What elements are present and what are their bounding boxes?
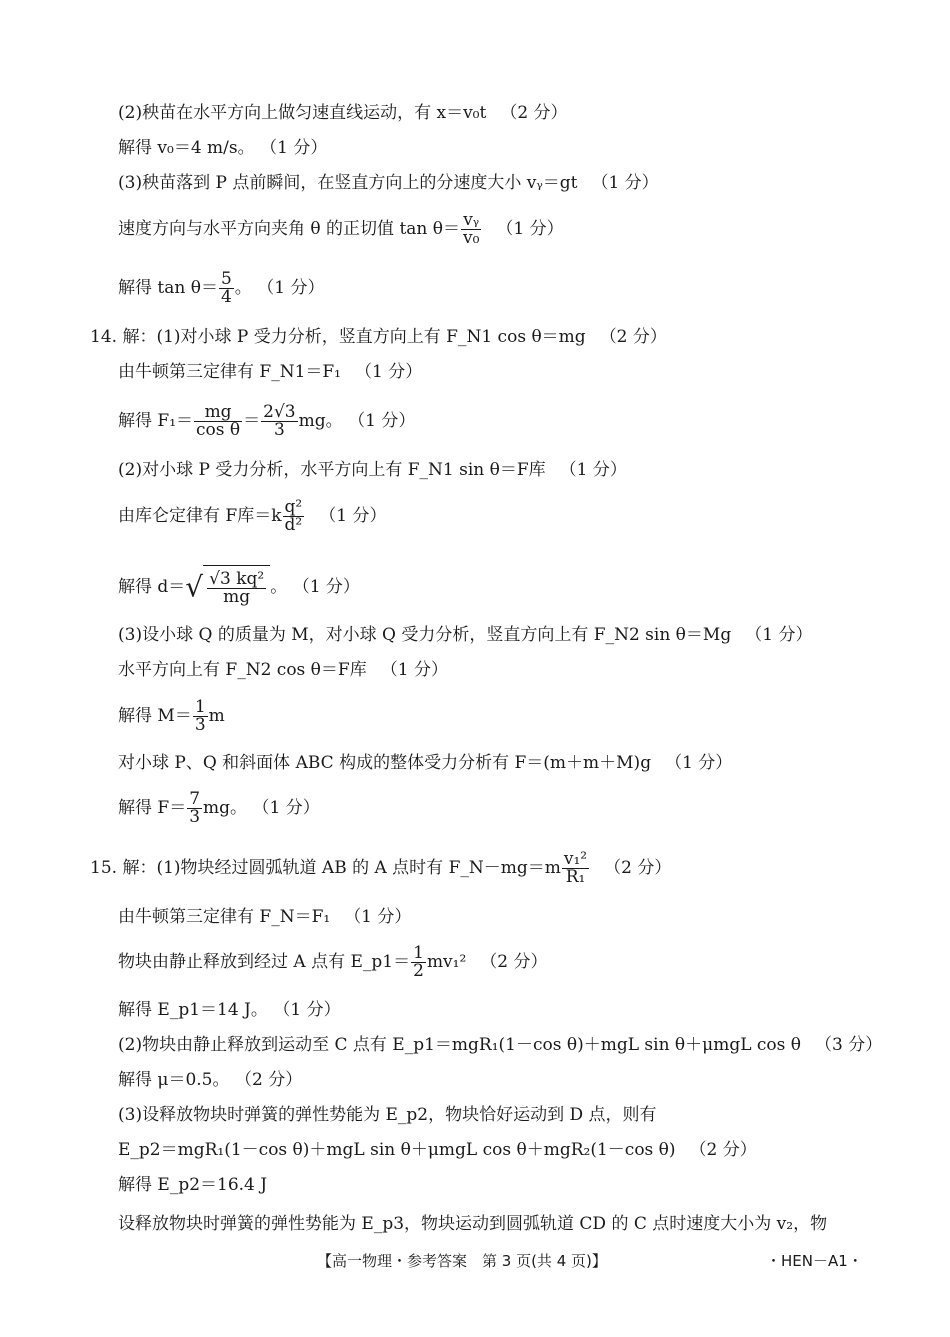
score: （2 分） — [689, 1140, 757, 1160]
q14-l9-suffix: m — [208, 706, 225, 726]
score: （1 分） — [380, 660, 448, 680]
q14-l3-mid: ＝ — [243, 411, 261, 431]
q15-line-8 — [118, 1139, 757, 1161]
score: （1 分） — [559, 460, 627, 480]
score: （2 分） — [604, 858, 672, 878]
q14-line-11 — [118, 788, 320, 828]
q13-line-2-solve — [118, 137, 327, 159]
score: （1 分） — [356, 411, 416, 431]
frac-num: v₁² — [563, 849, 588, 869]
score: （1 分） — [268, 138, 328, 158]
frac-num: mg — [194, 404, 242, 422]
q15-l3-prefix: 物块由静止释放到经过 A 点有 E_p1＝ — [118, 952, 411, 972]
score: （2 分） — [500, 103, 568, 123]
q14-l4-text: (2)对小球 P 受力分析，水平方向上有 F_N1 sin θ＝F库 — [118, 460, 546, 480]
q15-line-4 — [118, 999, 341, 1021]
frac-den: 4 — [220, 287, 232, 307]
frac-num: 1 — [194, 697, 206, 717]
q13-line-2s-text: 解得 v₀＝4 m/s。 — [118, 138, 255, 158]
fraction — [283, 499, 305, 534]
q14-l9-prefix: 解得 M＝ — [118, 706, 192, 726]
q15-line-7 — [118, 1104, 657, 1126]
score: （1 分） — [591, 173, 659, 193]
q14-l11-prefix: 解得 F＝ — [118, 798, 187, 818]
q13-line-3 — [118, 172, 659, 194]
score: （1 分） — [496, 219, 564, 239]
q15-line-2 — [118, 906, 411, 928]
fraction — [193, 699, 208, 734]
fraction — [411, 945, 426, 980]
score: （2 分） — [243, 1070, 303, 1090]
footer-right: ・HEN－A1・ — [766, 1252, 863, 1270]
q14-line-10 — [118, 752, 732, 774]
radicand — [203, 565, 270, 610]
q13-l3s-prefix: 解得 tan θ＝ — [118, 278, 218, 298]
q13-l3s-suffix: 。 — [234, 278, 252, 298]
q14-l2-text: 由牛顿第三定律有 F_N1＝F₁ — [118, 362, 342, 382]
sqrt-sign: √ — [185, 570, 204, 604]
q15-line-5 — [118, 1034, 882, 1056]
q13-l3b-prefix: 速度方向与水平方向夹角 θ 的正切值 tan θ＝ — [118, 219, 460, 239]
q14-line-7 — [118, 624, 812, 646]
q14-l1-text: 14. 解：(1)对小球 P 受力分析，竖直方向上有 F_N1 cos θ＝mg — [90, 327, 586, 347]
q14-l5-prefix: 由库仑定律有 F库＝k — [118, 506, 282, 526]
score: （1 分） — [281, 1000, 341, 1020]
q15-line-6 — [118, 1069, 302, 1091]
fraction — [219, 271, 234, 306]
q15-line-10 — [118, 1213, 827, 1235]
q14-l7-text: (3)设小球 Q 的质量为 M，对小球 Q 受力分析，竖直方向上有 F_N2 sin θ＝Mg — [118, 625, 732, 645]
q15-line-1 — [90, 848, 671, 888]
q15-l6-text: 解得 μ＝0.5。 — [118, 1070, 230, 1090]
frac-num: 7 — [189, 789, 201, 809]
score: （1 分） — [261, 798, 320, 818]
q13-line-3-solve — [118, 268, 325, 308]
q14-l10-text: 对小球 P、Q 和斜面体 ABC 构成的整体受力分析有 F＝(m＋m＋M)g — [118, 753, 652, 773]
score: （1 分） — [665, 753, 733, 773]
q13-line-3-text: (3)秧苗落到 P 点前瞬间，在竖直方向上的分速度大小 vᵧ＝gt — [118, 173, 578, 193]
frac-num: 2√3 — [263, 402, 296, 422]
fraction — [562, 851, 589, 886]
q14-line-9 — [118, 696, 225, 736]
frac-num: vᵧ — [461, 212, 481, 230]
fraction — [261, 404, 297, 439]
q14-l6-prefix: 解得 d＝ — [118, 577, 186, 597]
frac-num: 1 — [413, 943, 424, 963]
frac-den: 3 — [189, 807, 201, 827]
q15-l9-text: 解得 E_p2＝16.4 J — [118, 1175, 268, 1195]
q15-l1-prefix: 15. 解：(1)物块经过圆弧轨道 AB 的 A 点时有 F_N－mg＝m — [90, 858, 561, 878]
frac-den: 3 — [194, 715, 206, 735]
fraction — [207, 571, 266, 606]
q15-l8-text: E_p2＝mgR₁(1－cos θ)＋mgL sin θ＋μmgL cos θ＋mgR₂(1－cos θ) — [118, 1140, 676, 1160]
q15-l10-text: 设释放物块时弹簧的弹性势能为 E_p3，物块运动到圆弧轨道 CD 的 C 点时速度大小为 v₂，物 — [118, 1214, 828, 1234]
q14-l11-suffix: mg。 — [203, 798, 248, 818]
frac-num: 5 — [220, 269, 232, 289]
footer-center: 【高一物理・参考答案 第 3 页(共 4 页)】 — [317, 1252, 607, 1270]
q15-l3-suffix: mv₁² — [426, 952, 467, 972]
frac-den: d² — [284, 515, 303, 535]
fraction — [461, 212, 481, 247]
score: （2 分） — [480, 952, 548, 972]
q14-l8-text: 水平方向上有 F_N2 cos θ＝F库 — [118, 660, 367, 680]
frac-num: √3 kq² — [209, 569, 265, 589]
q15-line-9 — [118, 1174, 267, 1196]
q15-line-3 — [118, 942, 548, 982]
q15-l5-text: (2)物块由静止释放到运动至 C 点有 E_p1＝mgR₁(1－cos θ)＋mgL sin θ＋μmgL cos θ — [118, 1035, 802, 1055]
q14-line-6 — [118, 565, 360, 610]
frac-den: cos θ — [196, 420, 241, 440]
frac-num: q² — [284, 497, 303, 517]
score: （1 分） — [265, 278, 325, 298]
frac-den: v₀ — [463, 228, 480, 248]
q13-line-2 — [118, 102, 568, 124]
score: （1 分） — [301, 577, 360, 597]
frac-den: R₁ — [565, 867, 586, 887]
q14-l3-prefix: 解得 F₁＝ — [118, 411, 194, 431]
q15-l2-text: 由牛顿第三定律有 F_N＝F₁ — [118, 907, 331, 927]
q13-line-3b — [118, 209, 564, 249]
score: （1 分） — [344, 907, 412, 927]
q15-l7-text: (3)设释放物块时弹簧的弹性势能为 E_p2，物块恰好运动到 D 点，则有 — [118, 1105, 657, 1125]
score: （1 分） — [745, 625, 813, 645]
q14-l3-suffix: mg。 — [298, 411, 343, 431]
q14-l6-suffix: 。 — [270, 577, 288, 597]
score: （3 分） — [815, 1035, 883, 1055]
q14-line-5 — [118, 496, 386, 536]
fraction — [194, 404, 242, 439]
q14-line-4 — [118, 459, 627, 481]
score: （2 分） — [599, 327, 667, 347]
fraction — [187, 791, 202, 826]
q14-line-2 — [118, 361, 422, 383]
frac-den: mg — [223, 587, 251, 607]
q13-line-2-text: (2)秧苗在水平方向上做匀速直线运动，有 x＝v₀t — [118, 103, 487, 123]
frac-den: 2 — [413, 961, 424, 981]
q14-line-8 — [118, 659, 448, 681]
q15-l4-text: 解得 E_p1＝14 J。 — [118, 1000, 268, 1020]
frac-den: 3 — [273, 420, 285, 440]
score: （1 分） — [355, 362, 423, 382]
q14-line-3 — [118, 401, 415, 441]
score: （1 分） — [319, 506, 387, 526]
q14-line-1 — [90, 326, 667, 348]
